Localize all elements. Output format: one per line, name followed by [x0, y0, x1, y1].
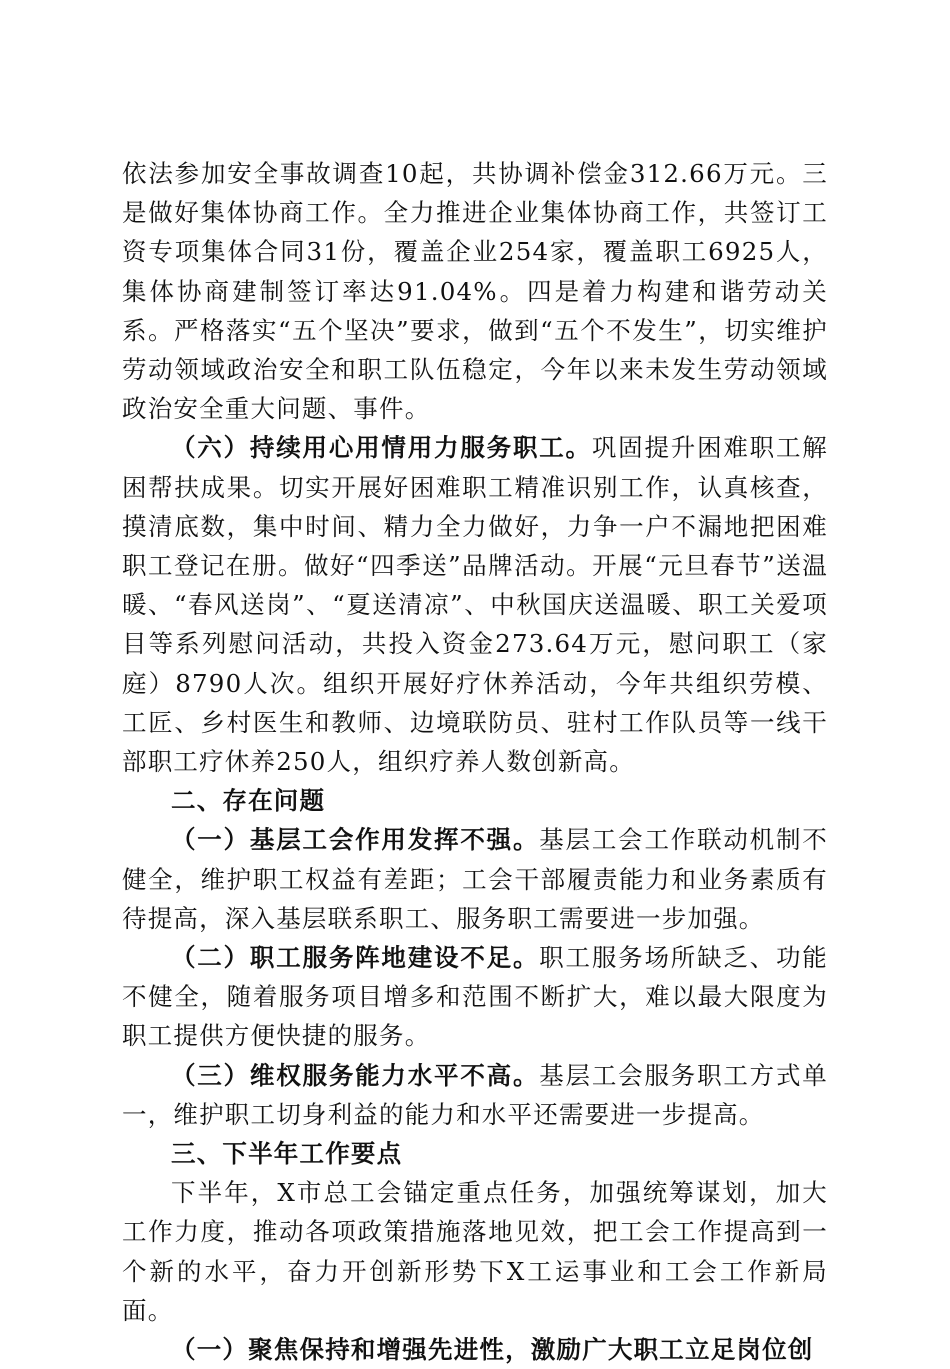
section-heading-problems: 二、存在问题	[171, 786, 326, 816]
document-body	[122, 154, 828, 1369]
paragraph-lead: （一）聚焦保持和增强先进性，激励广大职工立足岗位创	[171, 1335, 814, 1365]
paragraph-problem-1	[122, 820, 828, 938]
paragraph-continuation	[122, 154, 828, 428]
paragraph-service-workers	[122, 428, 828, 781]
paragraph-problem-3	[122, 1056, 828, 1134]
paragraph-lead: （三）维权服务能力水平不高。	[171, 1060, 540, 1090]
paragraph-text: 依法参加安全事故调查10起，共协调补偿金312.66万元。三是做好集体协商工作。全力推进企业集体协商工作，共签订工资专项集体合同31份，覆盖企业254家，覆盖职工6925人，集体协商建制签订率达91.04%。四是着力构建和谐劳动关系。严格落实“五个坚决”要求，做到“五个不发生”，切实维护劳动领域政治安全和职工队伍稳定，今年以来未发生劳动领域政治安全重大问题、事件。	[122, 159, 828, 424]
paragraph-text: 基层工会服务职工方式单一，维护职工切身利益的能力和水平还需要进一步提高。	[122, 1060, 828, 1129]
paragraph-text: 下半年，X市总工会锚定重点任务，加强统筹谋划，加大工作力度，推动各项政策措施落地见效，把工会工作提高到一个新的水平，奋力开创新形势下X工运事业和工会工作新局面。	[122, 1178, 828, 1325]
paragraph-text: 职工服务场所缺乏、功能不健全，随着服务项目增多和范围不断扩大，难以最大限度为职工提供方便快捷的服务。	[122, 943, 828, 1051]
section-heading-plans: 三、下半年工作要点	[171, 1139, 403, 1169]
paragraph-text: 巩固提升困难职工解困帮扶成果。切实开展好困难职工精准识别工作，认真核查，摸清底数，集中时间、精力全力做好，力争一户不漏地把困难职工登记在册。做好“四季送”品牌活动。开展“元旦春节”送温暖、“春风送岗”、“夏送清凉”、中秋国庆送温暖、职工关爱项目等系列慰问活动，共投入资金273.64万元，慰问职工（家庭）8790人次。组织开展好疗休养活动，今年共组织劳模、工匠、乡村医生和教师、边境联防员、驻村工作队员等一线干部职工疗休养250人，组织疗养人数创新高。	[122, 433, 828, 777]
paragraph-problem-2	[122, 938, 828, 1056]
paragraph-lead: （六）持续用心用情用力服务职工。	[171, 433, 592, 463]
paragraph-lead: （二）职工服务阵地建设不足。	[171, 943, 540, 973]
paragraph-text: 基层工会工作联动机制不健全，维护职工权益有差距；工会干部履责能力和业务素质有待提高，深入基层联系职工、服务职工需要进一步加强。	[122, 825, 828, 933]
paragraph-plans-intro	[122, 1173, 828, 1330]
paragraph-lead: （一）基层工会作用发挥不强。	[171, 825, 540, 855]
paragraph-plan-1	[122, 1330, 828, 1369]
